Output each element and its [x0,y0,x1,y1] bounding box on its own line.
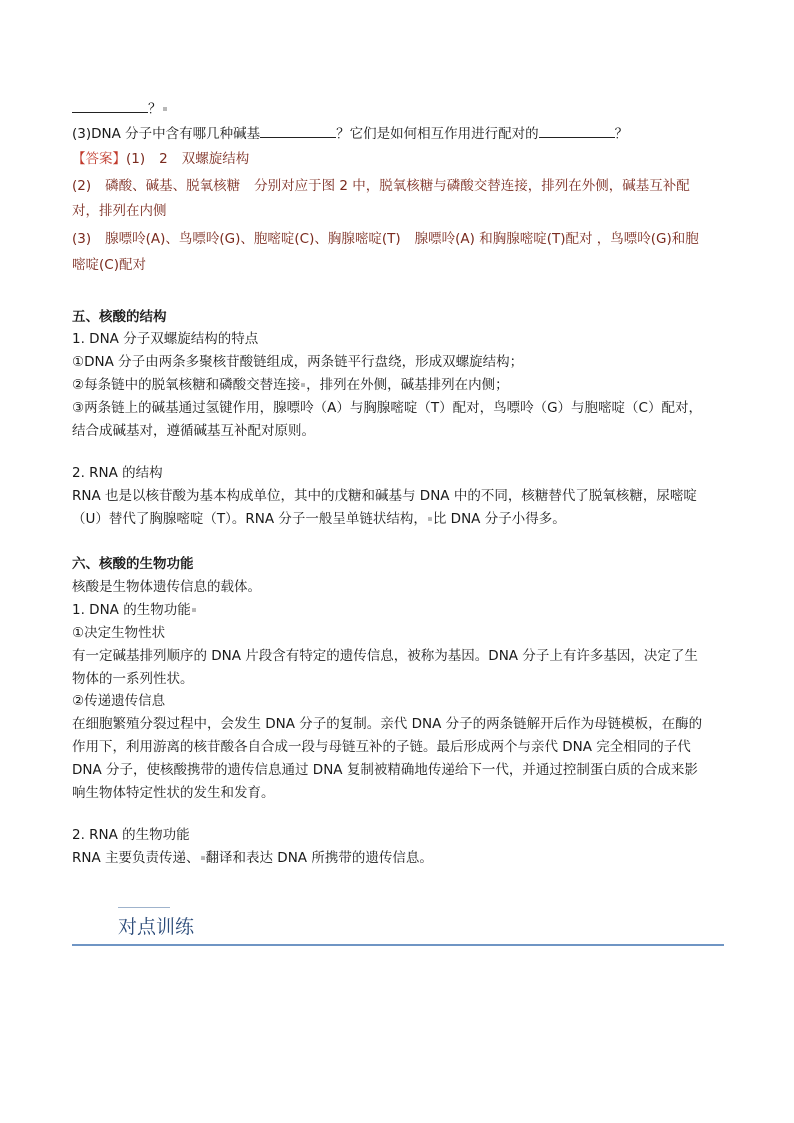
section-6-para-2d: 响生物体特定性状的发生和发育。 [72,785,275,801]
section-6-para-2b: 作用下，利用游离的核苷酸各自合成一段与母链互补的子链。最后形成两个与亲代 DNA 完全相同的子代 [72,739,691,755]
question-3-prefix: (3)DNA 分子中含有哪几种碱基 [72,126,261,142]
point-2-b: ，排列在外侧，碱基排列在内侧； [306,377,509,393]
point-2-a: ②每条链中的脱氧核糖和磷酸交替连接 [72,377,301,393]
section-5-point-1: ①DNA 分子由两条多聚核苷酸链组成，两条链平行盘绕，形成双螺旋结构； [72,354,524,370]
section-6-para-1: 有一定碱基排列顺序的 DNA 片段含有特定的遗传信息，被称为基因。DNA 分子上有许多基因，决定了生 [72,648,698,664]
answer-blank [72,98,148,113]
dot-mark [201,856,205,860]
practice-title: 对点训练 [118,916,195,938]
section-5-point-3: ③两条链上的碱基通过氢键作用，腺嘌呤（A）与胸腺嘧啶（T）配对，鸟嘌呤（G）与胞嘧啶（C）配对， [72,400,702,416]
answer-2-value: 磷酸、碱基、脱氧核糖 [105,178,241,194]
section-6-sub-2: 2. RNA 的生物功能 [72,827,190,843]
question-mark: ？ [148,101,162,117]
section-6-para-2c: DNA 分子，使核酸携带的遗传信息通过 DNA 复制被精确地传递给下一代，并通过控制蛋白质的合成来影 [72,762,698,778]
answer-3-value-2: 腺嘌呤(A) 和胸腺嘧啶(T)配对 ，鸟嘌呤(G)和胞 [414,231,699,247]
answer-1-value: 2 [159,151,168,167]
answer-3-num: (3) [72,231,92,247]
answer-blank [539,123,615,138]
para-b-b: 比 DNA 分子小得多。 [432,511,566,527]
section-5-sub-1: 1. DNA 分子双螺旋结构的特点 [72,331,259,347]
question-3 [72,123,628,145]
section-6-item-1: ①决定生物性状 [72,625,166,641]
question-3-mid: ？它们是如何相互作用进行配对的 [336,126,539,142]
answer-line-3 [72,228,699,250]
answer-blank [260,123,336,138]
answer-tag: 【答案】 [72,151,126,167]
answer-2-value-2: 分别对应于图 2 中，脱氧核糖与磷酸交替连接，排列在外侧，碱基互补配 [254,178,690,194]
dot-mark [301,383,305,387]
dot-mark [428,517,432,521]
para-3-a: RNA 主要负责传递、 [72,850,200,866]
section-5-para: RNA 也是以核苷酸为基本构成单位，其中的戊糖和碱基与 DNA 中的不同，核糖替代了脱氧核糖，尿嘧啶 [72,488,697,504]
sub-1-label: 1. DNA 的生物功能 [72,602,191,618]
question-2-tail [72,98,168,120]
answer-line-1 [72,148,249,170]
section-5-point-3b: 结合成碱基对，遵循碱基互补配对原则。 [72,423,315,439]
answer-line-3b: 嘧啶(C)配对 [72,257,146,273]
dot-mark [192,608,196,612]
answer-line-2b: 对，排列在内侧 [72,203,167,219]
dot-mark [163,107,167,111]
section-6-para-1b: 物体的一系列性状。 [72,671,194,687]
section-5-title: 五、核酸的结构 [72,309,167,325]
section-5-para-b [72,508,566,530]
answer-3-value: 腺嘌呤(A)、鸟嘌呤(G)、胞嘧啶(C)、胸腺嘧啶(T) [105,231,401,247]
section-5-point-2 [72,374,509,396]
section-6-para-2: 在细胞繁殖分裂过程中，会发生 DNA 分子的复制。亲代 DNA 分子的两条链解开后作为母链模板，在酶的 [72,716,703,732]
para-3-b: 翻译和表达 DNA 所携带的遗传信息。 [205,850,433,866]
question-3-end: ？ [614,126,629,142]
section-5-sub-2: 2. RNA 的结构 [72,465,163,481]
answer-1-num: (1) [126,151,146,167]
answer-line-2 [72,175,690,197]
section-6-para-3 [72,847,433,869]
para-b-a: （U）替代了胸腺嘧啶（T）。RNA 分子一般呈单链状结构， [72,511,427,527]
section-6-sub-1 [72,599,197,621]
section-6-item-2: ②传递遗传信息 [72,693,166,709]
answer-2-num: (2) [72,178,92,194]
practice-top-rule [118,907,170,908]
section-6-intro: 核酸是生物体遗传信息的载体。 [72,579,261,595]
answer-1-value-2: 双螺旋结构 [181,151,250,167]
practice-underline [72,944,724,946]
section-6-title: 六、核酸的生物功能 [72,556,194,572]
